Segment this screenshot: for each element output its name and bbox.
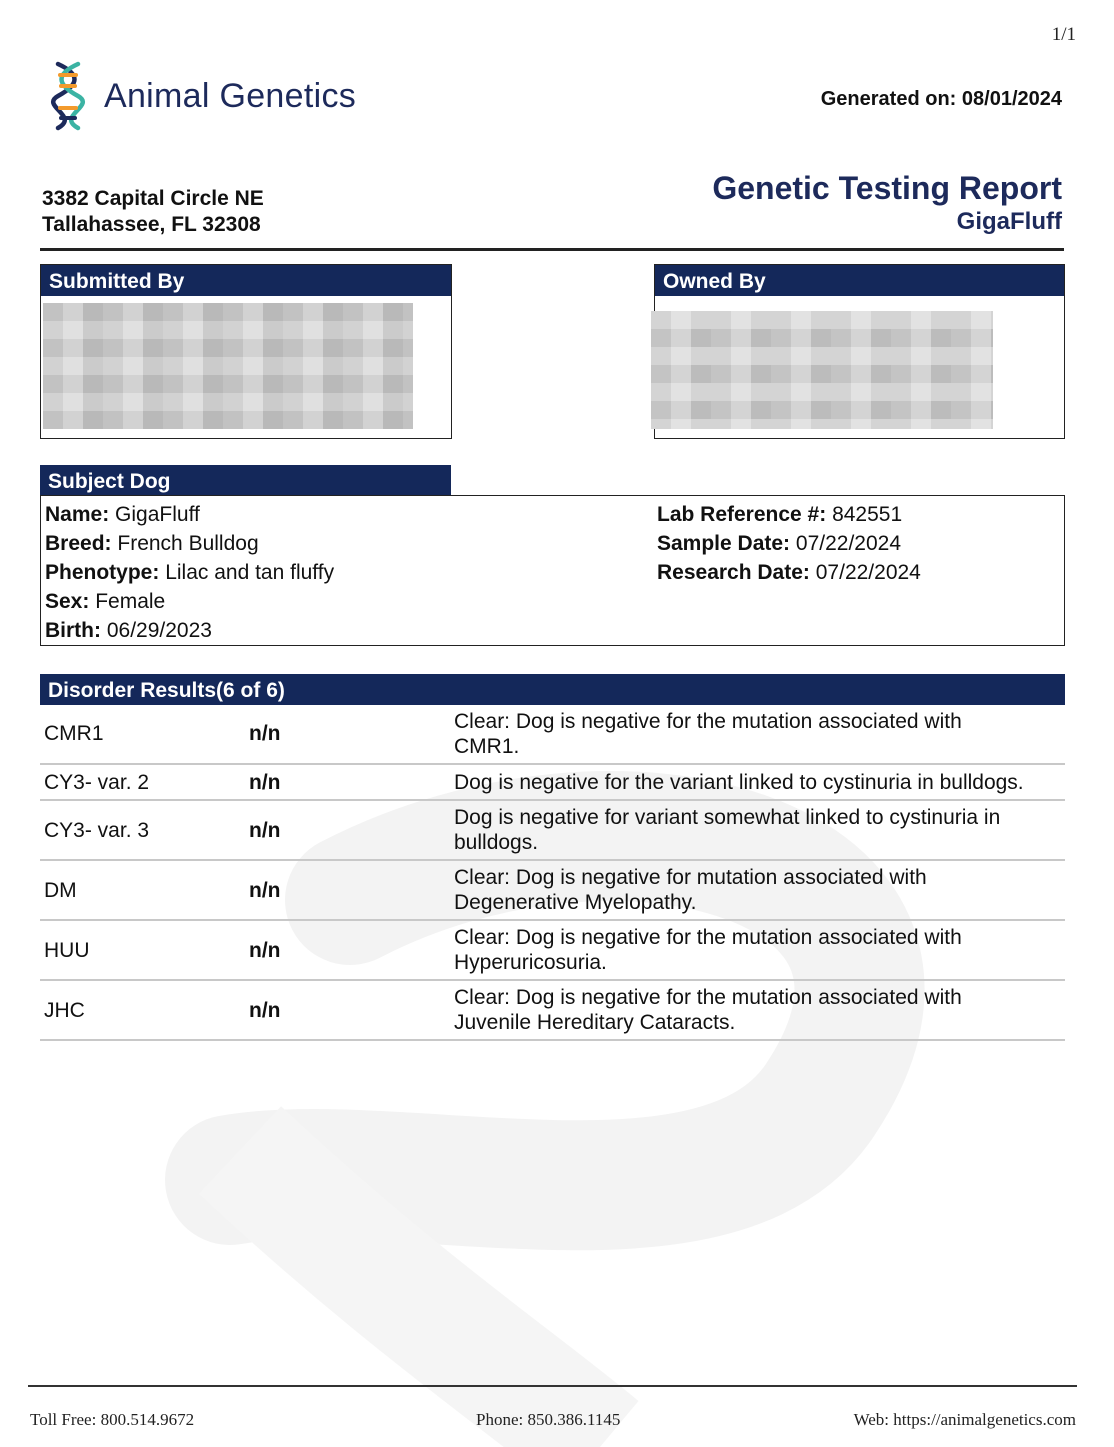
disorder-results-table [40,704,1065,1041]
table-row [40,704,1065,764]
genotype: n/n [245,800,450,860]
disorder-name: HUU [40,920,245,980]
field-label: Phenotype: [45,561,160,584]
redacted-block [651,311,993,429]
result-description [450,980,1065,1040]
field-value: Lilac and tan fluffy [165,561,335,584]
field-value: French Bulldog [117,532,259,555]
field-value: 07/22/2024 [815,561,921,584]
subject-phenotype-row [45,558,334,587]
genotype: n/n [245,764,450,800]
address-line-1: 3382 Capital Circle NE [42,187,264,210]
subject-details-left [45,500,334,645]
brand-name: Animal Genetics [104,76,357,115]
subject-details-right [657,500,921,587]
disorder-name: CY3- var. 2 [40,764,245,800]
description-line: Dog is negative for the variant linked to cystinuria in bulldogs. [454,770,1024,794]
redacted-block [43,303,413,429]
table-row [40,800,1065,860]
disorder-name: JHC [40,980,245,1040]
result-description [450,764,1065,800]
genotype: n/n [245,920,450,980]
description-line: Hyperuricosuria. [454,951,607,974]
subject-birth-row [45,616,334,645]
field-value: Female [95,590,166,613]
field-value: 06/29/2023 [106,619,212,642]
page-number: 1/1 [1051,24,1076,45]
field-label: Sample Date: [657,532,791,555]
pixelation-pattern [43,303,413,429]
description-line: Juvenile Hereditary Cataracts. [454,1011,736,1034]
report-subject-name: GigaFluff [956,208,1062,235]
report-title-block [712,170,1062,238]
generated-value: 08/01/2024 [961,88,1062,110]
field-label: Lab Reference #: [657,503,827,526]
description-line: Clear: Dog is negative for the mutation associated with [454,709,962,733]
result-description [450,860,1065,920]
description-line: bulldogs. [454,831,539,854]
subject-name-row [45,500,334,529]
description-line: CMR1. [454,734,520,758]
field-value: 07/22/2024 [795,532,901,555]
field-value: 842551 [832,503,903,526]
address-line-2: Tallahassee, FL 32308 [42,213,261,236]
owned-by-box [654,264,1065,439]
subject-breed-row [45,529,334,558]
field-value: GigaFluff [115,503,200,526]
result-description [450,800,1065,860]
field-label: Sex: [45,590,90,613]
lab-reference-row [657,500,921,529]
field-label: Birth: [45,619,101,642]
table-row [40,980,1065,1040]
header-divider [40,248,1064,251]
footer-web-link[interactable]: Web: https://animalgenetics.com [853,1410,1076,1429]
report-title: Genetic Testing Report [712,170,1062,206]
research-date-row [657,558,921,587]
table-row [40,920,1065,980]
generated-date [821,88,1062,111]
dna-helix-icon [50,60,86,132]
disorder-results-title: Disorder Results(6 of 6) [40,674,1065,705]
subject-dog-box [40,495,1065,646]
subject-sex-row [45,587,334,616]
lab-address [42,186,264,238]
description-line: Clear: Dog is negative for the mutation associated with [454,926,962,949]
submitted-by-box [40,264,452,439]
disorder-name: DM [40,860,245,920]
field-label: Breed: [45,532,112,555]
table-row [40,764,1065,800]
footer-divider [28,1385,1077,1387]
genotype: n/n [245,860,450,920]
submitted-by-title: Submitted By [41,265,451,296]
description-line: Clear: Dog is negative for mutation associated with [454,866,927,889]
description-line: Dog is negative for variant somewhat linked to cystinuria in [454,806,1001,829]
footer-phone: Phone: 850.386.1145 [476,1410,621,1429]
genotype: n/n [245,980,450,1040]
result-description [450,704,1065,764]
pixelation-pattern [651,311,993,429]
table-row [40,860,1065,920]
brand-logo[interactable] [50,60,356,132]
disorder-name: CY3- var. 3 [40,800,245,860]
field-label: Research Date: [657,561,810,584]
genotype: n/n [245,704,450,764]
subject-dog-title: Subject Dog [40,465,451,496]
generated-label: Generated on: [820,88,957,110]
result-description [450,920,1065,980]
footer-toll-free: Toll Free: 800.514.9672 [30,1410,195,1429]
description-line: Clear: Dog is negative for the mutation associated with [454,986,962,1009]
field-label: Name: [45,503,110,526]
description-line: Degenerative Myelopathy. [454,891,697,914]
sample-date-row [657,529,921,558]
disorder-name: CMR1 [40,704,245,764]
owned-by-title: Owned By [655,265,1064,296]
